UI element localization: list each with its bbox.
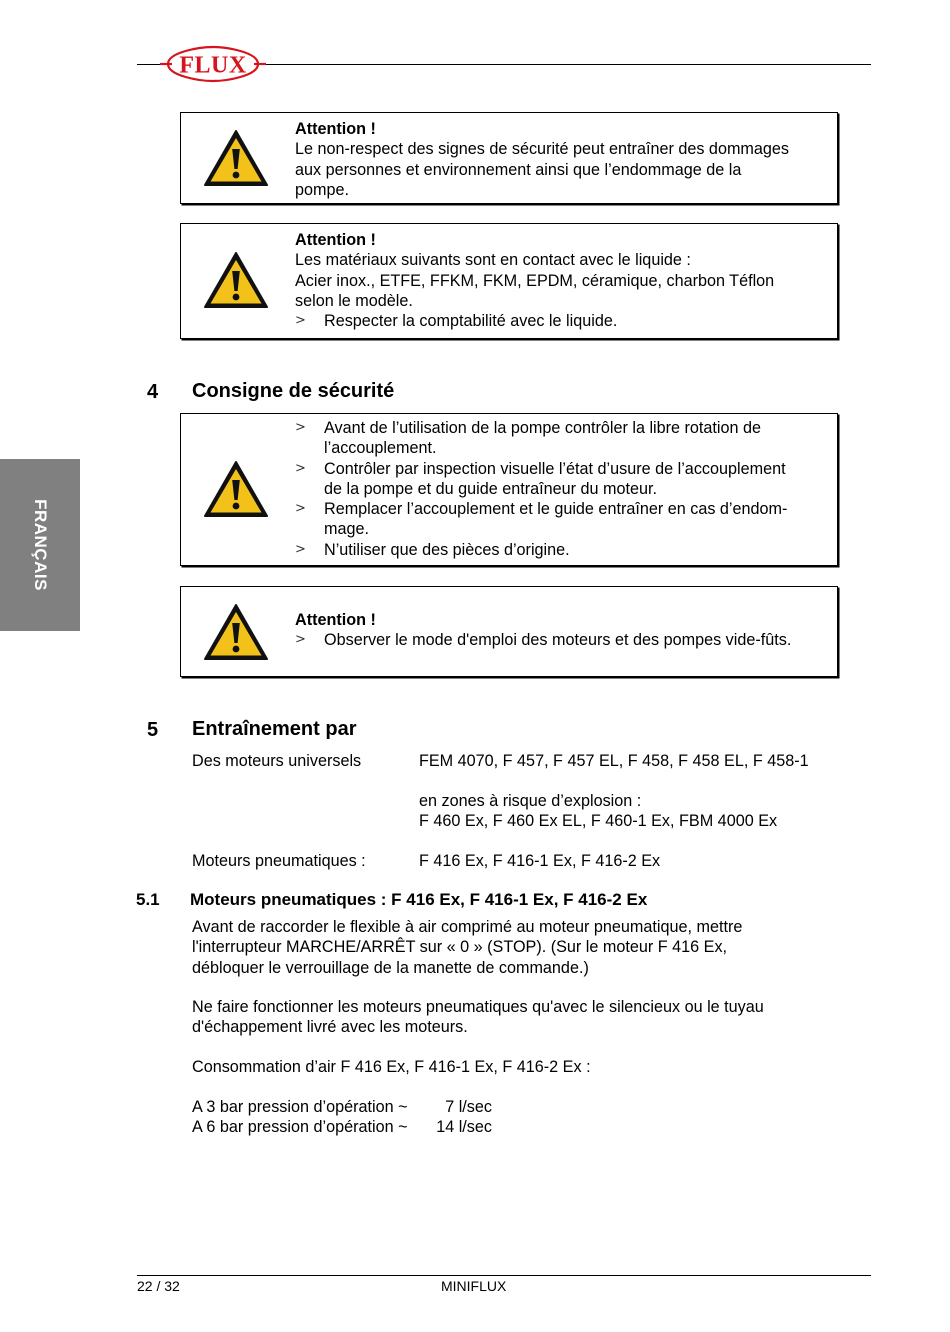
footer-rule — [137, 1275, 871, 1276]
safety-instructions-box — [180, 413, 838, 566]
drive-value: en zones à risque d’explosion : — [419, 792, 642, 810]
warning-text-line: Les matériaux suivants sont en contact avec le liquide : — [295, 251, 691, 270]
bullet-item — [295, 418, 831, 459]
drive-value: F 460 Ex, F 460 Ex EL, F 460-1 Ex, FBM 4000 Ex — [419, 812, 778, 830]
page-number: 22 / 32 — [137, 1278, 180, 1294]
flux-logo — [160, 44, 266, 84]
consumption-label: A 6 bar pression d’opération ~ — [192, 1118, 408, 1136]
paragraph-line: l'interrupteur MARCHE/ARRÊT sur « 0 » (STOP). (Sur le moteur F 416 Ex, — [192, 938, 728, 957]
bullet-marker: > — [295, 632, 306, 648]
warning-box-3 — [180, 586, 838, 677]
drive-label: Des moteurs universels — [192, 752, 362, 770]
drive-value: FEM 4070, F 457, F 457 EL, F 458, F 458 EL, F 458-1 — [419, 752, 809, 770]
subsection-number: 5.1 — [136, 890, 160, 909]
paragraph — [192, 997, 764, 1038]
bullet-item — [295, 311, 831, 331]
warning-box-1 — [180, 112, 838, 204]
bullet-item — [295, 540, 831, 560]
warning-text-line: aux personnes et environnement ainsi que l’endommage de la — [295, 160, 742, 179]
bullet-text: Remplacer l’accouplement et le guide entraîner en cas d’endom- — [324, 500, 788, 519]
section-title: Consigne de sécurité — [192, 380, 395, 402]
subsection-title: Moteurs pneumatiques : F 416 Ex, F 416-1 Ex, F 416-2 Ex — [190, 890, 648, 909]
warning-text-line: Le non-respect des signes de sécurité peut entraîner des dommages — [295, 140, 790, 159]
section-title: Entraînement par — [192, 718, 357, 740]
warning-text-line: pompe. — [295, 180, 349, 199]
warning-box-2 — [180, 223, 838, 339]
bullet-text: N’utiliser que des pièces d’origine. — [324, 540, 570, 559]
bullet-text: Observer le mode d'emploi des moteurs et des pompes vide-fûts. — [324, 631, 792, 650]
paragraph-line: d'échappement livré avec les moteurs. — [192, 1018, 468, 1037]
paragraph-line: débloquer le verrouillage de la manette de commande.) — [192, 958, 589, 977]
consumption-value: 7 l/sec — [445, 1098, 492, 1116]
bullet-text: Avant de l’utilisation de la pompe contrôler la libre rotation de — [324, 419, 762, 437]
bullet-text: Respecter la comptabilité avec le liquide. — [324, 312, 618, 331]
consumption-label: A 3 bar pression d’opération ~ — [192, 1098, 408, 1116]
consumption-value: 14 l/sec — [436, 1118, 492, 1136]
warning-title: Attention ! — [295, 231, 376, 249]
language-side-tab — [0, 459, 80, 631]
warning-title: Attention ! — [295, 120, 376, 138]
bullet-text: l’accouplement. — [324, 439, 437, 458]
warning-triangle-icon — [203, 251, 269, 309]
warning-text-line: selon le modèle. — [295, 291, 413, 310]
paragraph — [192, 917, 742, 978]
warning-triangle-icon — [203, 603, 269, 661]
side-tab-label: FRANÇAIS — [31, 499, 50, 591]
warning-title: Attention ! — [295, 611, 376, 629]
bullet-text: mage. — [324, 520, 369, 539]
section-number: 5 — [147, 719, 159, 741]
section-number: 4 — [147, 381, 159, 403]
bullet-marker: > — [295, 501, 306, 517]
bullet-marker: > — [295, 420, 306, 435]
bullet-marker: > — [295, 541, 306, 557]
document-name: MINIFLUX — [441, 1278, 507, 1294]
bullet-item — [295, 459, 831, 500]
warning-text-line: Acier inox., ETFE, FFKM, FKM, EPDM, céramique, charbon Téflon — [295, 271, 775, 290]
bullet-item — [295, 630, 831, 650]
bullet-marker: > — [295, 313, 306, 329]
bullet-text: Contrôler par inspection visuelle l’état d’usure de l’accouplement — [324, 459, 786, 478]
bullet-marker: > — [295, 460, 306, 476]
bullet-item — [295, 499, 831, 540]
paragraph: Consommation d’air F 416 Ex, F 416-1 Ex, F 416-2 Ex : — [192, 1058, 591, 1076]
warning-triangle-icon — [203, 129, 269, 187]
warning-triangle-icon — [203, 460, 269, 518]
paragraph-line: Ne faire fonctionner les moteurs pneumatiques qu'avec le silencieux ou le tuyau — [192, 998, 764, 1016]
paragraph-line: Avant de raccorder le flexible à air comprimé au moteur pneumatique, mettre — [192, 918, 743, 936]
logo-text: FLUX — [179, 52, 247, 79]
drive-value: F 416 Ex, F 416-1 Ex, F 416-2 Ex — [419, 852, 661, 870]
bullet-text: de la pompe et du guide entraîneur du moteur. — [324, 479, 657, 498]
drive-label: Moteurs pneumatiques : — [192, 852, 366, 870]
